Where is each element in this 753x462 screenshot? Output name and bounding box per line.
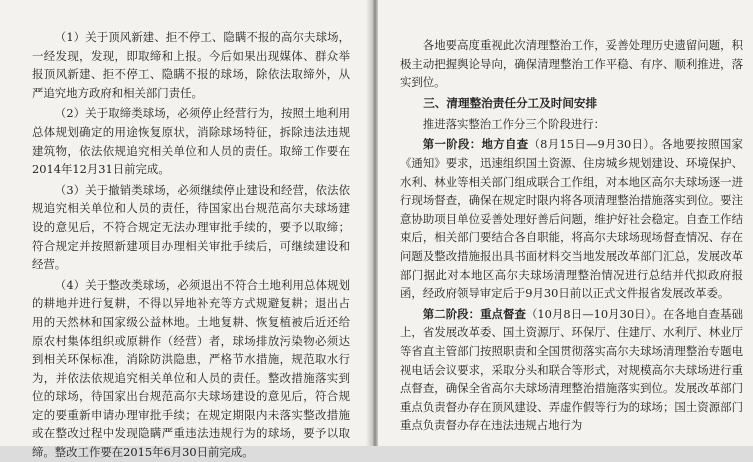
left-paragraph-2: （2）关于取缔类球场，必须停止经营行为，按照土地利用总体规划确定的用途恢复原状，消除球场特征，拆除违法违规建筑物，依法依规追究相关单位和人员的责任。取缔工作要在2014年12月31日前完成。: [32, 106, 350, 177]
section-heading: 三、清理整治责任分工及时间安排: [423, 95, 598, 110]
right-intro-paragraph: 各地要高度重视此次清理整治工作，妥善处理历史遗留问题，积极主动把握舆论导向，确保清理整治工作平稳、有序、顺利推进，落实到位。: [400, 38, 743, 90]
left-paragraph-3: （3）关于撤销类球场，必须继续停止建设和经营，依法依规追究相关单位和人员的责任，待国家出台规范高尔夫球场建设的意见后，不符合规定无法办理审批手续的，要予以取缔；符合规定并按照新建项目办理相关审批手续后，可继续建设和经营。: [32, 182, 350, 272]
left-paragraph-4: （4）关于整改类球场，必须退出不符合土地利用总体规划的耕地并进行复耕，不得以异地补充等方式规避复耕；退出占用的天然林和国家级公益林地。土地复耕、恢复植被后近还给原农村集体组织或原耕作（经营）者，球场排放污染物必须达到相关环保标准，消除防洪隐患，严格节水措施，规范取水行为，并依法依规追究相关单位和人员的责任。整改措施落实到位的球场，待国家出台规范高尔夫球场建设的意见后，符合规定的要重新申请办理审批手续；在规定期限内未落实整改措施或在整改过程中发现隐瞒严重违法违规行为的球场，要予以取缔。整改工作要在2015年6月30日前完成。: [32, 277, 350, 460]
stage-2-paragraph: [400, 305, 743, 435]
stage-1-text: （8月15日—9月30日）。各地要按照国家《通知》要求，迅速组织国土资源、住房城乡规划建设、环境保护、水利、林业等相关部门组成联合工作组，对本地区高尔夫球场逐一进行现场督查，确保在规定时限内将各项清理整治措施落实到位。要注意协助项目单位妥善处理好善后问题，维护好社会稳定。自查工作结束后，相关部门要结合各自职能，将高尔夫球场现场督查情况、存在问题及整改措施报出具书面材料交当地发展改革部门汇总，发展改革部门据此对本地区高尔夫球场清理整治情况进行总结并代拟政府报函，经政府领导审定后于9月30日前以正式文件报省发展改革委。: [400, 137, 743, 301]
section-intro: 推进落实整治工作分三个阶段进行：: [422, 116, 606, 131]
left-page: [0, 0, 372, 460]
left-paragraph-1: （1）关于顶风新建、拒不停工、隐瞒不报的高尔夫球场，一经发现，发现，即取缔和上报。今后如果出现媒体、群众举报顶风新建、拒不停工、隐瞒不报的球场，除依法取缔外，从严追究地方政府和相关部门责任。: [32, 30, 350, 100]
stage-2-label: 第二阶段：重点督查: [422, 306, 526, 321]
stage-2-text: （10月8日—10月30日）。在各地自查基础上，省发展改革委、国土资源厅、环保厅、住建厅、水利厅、林业厅等省直主管部门按照职责和全国贯彻落实高尔夫球场清理整治专题电视电话会议要求，采取分头和联合等形式，对规模高尔夫球场进行重点督查，确保全省高尔夫球场清理整治措施落实到位。发展改革部门重点负责督办存在顶风建设、弄虚作假等行为的球场；国土资源部门重点负责督办存在违法违规占地行为: [400, 306, 743, 433]
right-page: [378, 0, 753, 446]
stage-1-paragraph: [400, 135, 743, 302]
stage-1-label: 第一阶段：地方自查: [422, 137, 529, 152]
